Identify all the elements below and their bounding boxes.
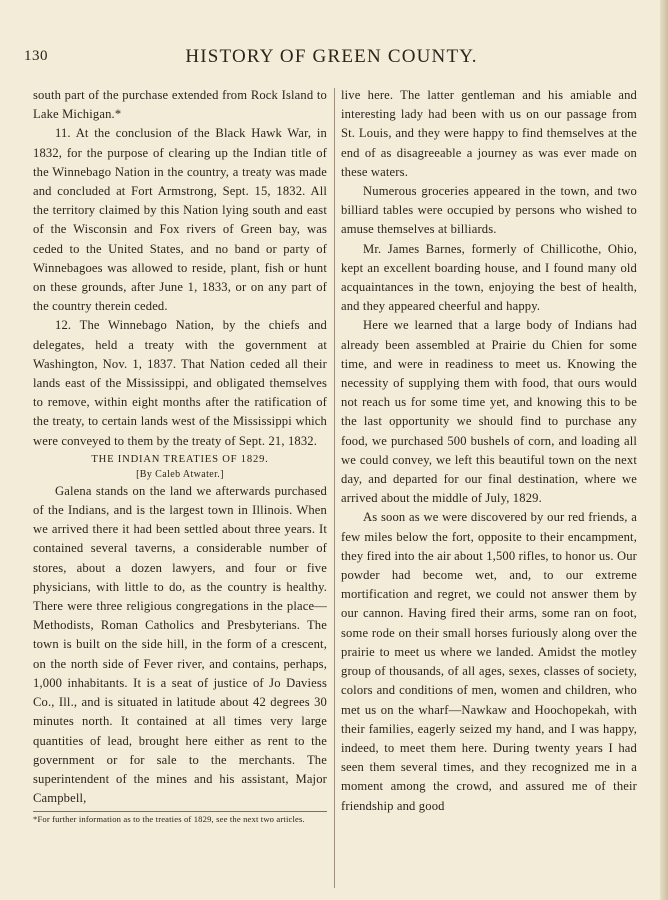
page-header <box>24 48 639 70</box>
paragraph-indians: Here we learned that a large body of Indians had already been assembled at Prairie du Chien for some time, and were in readiness to meet us. Knowing the necessity of supplying them with food, that ours would not reach us for some time yet, and knowing this to be the last opportunity we should find to purchase any food, we purchased 500 bushels of corn, and loading all we could convey, we left this beautiful town on the next day, and departed for our final destination, where we arrived about the middle of July, 1829. <box>341 318 637 506</box>
section-heading: THE INDIAN TREATIES OF 1829. <box>91 453 269 465</box>
paragraph-galena: Galena stands on the land we afterwards purchased of the Indians, and is the largest town in Illinois. When we arrived there it had been settled about three years. It contained several taverns, a considerable number of stores, about a dozen lawyers, and four or five physicians, with little to do, as the country is healthy. There were three religious congregations in the place—Methodists, Roman Catholics and Presbyterians. The town is built on the side hill, in the form of a crescent, on the north side of Fever river, and contains, perhaps, 1,000 inhabitants. It is a seat of justice of Jo Daviess Co., Ill., and is situated in latitude about 42 degrees 30 minutes north. It contained at all times very large quantities of lead, brought here either as rent to the government or for sale to the merchants. The superintendent of the mines and his assistant, Major Campbell, <box>33 483 327 806</box>
footnote: *For further information as to the treaties of 1829, see the next two articles. <box>33 814 305 825</box>
paragraph-12: 12. The Winnebago Nation, by the chiefs and delegates, held a treaty with the government at Washington, Nov. 1, 1837. That Nation ceded all their lands east of the Mississippi, and obligated themselves to remove, within eight months after the ratification of the treaty, to certain lands west of the Mississippi which were conveyed to them by the treaty of Sept. 21, 1832. <box>33 318 327 448</box>
page-edge <box>660 0 668 900</box>
column-divider <box>334 88 335 888</box>
footnote-rule <box>33 811 327 812</box>
paragraph-continued-right: live here. The latter gentleman and his amiable and interesting lady had been with us on our passage from St. Louis, and they were happy to find themselves at the end of as disagreeable a journey as was ever made on these waters. <box>341 88 637 179</box>
paragraph-11: 11. At the conclusion of the Black Hawk War, in 1832, for the purpose of clearing up the Indian title of the Winnebago Nation in the country, a treaty was made and concluded at Fort Armstrong, Sept. 15, 1832. All the territory claimed by this Nation lying south and east of the Wisconsin and Fox rivers of Green bay, was ceded to the United States, and no band or party of Winnebagoes was allowed to reside, plant, fish or hunt on these grounds, after June 1, 1833, or on any part of the country therein ceded. <box>33 126 327 314</box>
paragraph-arrival: As soon as we were discovered by our red friends, a few miles below the fort, opposite to their encampment, they fired into the air about 1,500 rifles, to honor us. Our powder had become wet, and, to our extreme mortification and regret, we could not answer them by our cannon. Having fired their arms, some ran on foot, some rode on their small horses furiously along over the prairie to meet us where we landed. Amidst the motley group of thousands, of all ages, sexes, classes of society, colors and conditions of men, women and children, who met us on the wharf—Nawkaw and Hoochopekah, with their families, eagerly seized my hand, and I was happy, indeed, to meet them here. During twenty years I had seen them several times, and they recognized me in a moment among the crowd, and assured me of their friendship and good <box>341 510 637 813</box>
left-column <box>33 86 327 825</box>
running-head: HISTORY OF GREEN COUNTY. <box>185 46 478 67</box>
paragraph-continued: south part of the purchase extended from Rock Island to Lake Michigan.* <box>33 88 327 122</box>
page-number: 130 <box>24 48 48 64</box>
paragraph-barnes: Mr. James Barnes, formerly of Chillicothe, Ohio, kept an excellent boarding house, and I found many old acquaintances in the town, enjoying the best of health, and they appeared cheerful and happy. <box>341 241 637 314</box>
byline: [By Caleb Atwater.] <box>136 468 224 480</box>
paragraph-groceries: Numerous groceries appeared in the town, and two billiard tables were occupied by persons who wished to amuse themselves at billiards. <box>341 184 637 237</box>
right-column <box>341 86 637 816</box>
